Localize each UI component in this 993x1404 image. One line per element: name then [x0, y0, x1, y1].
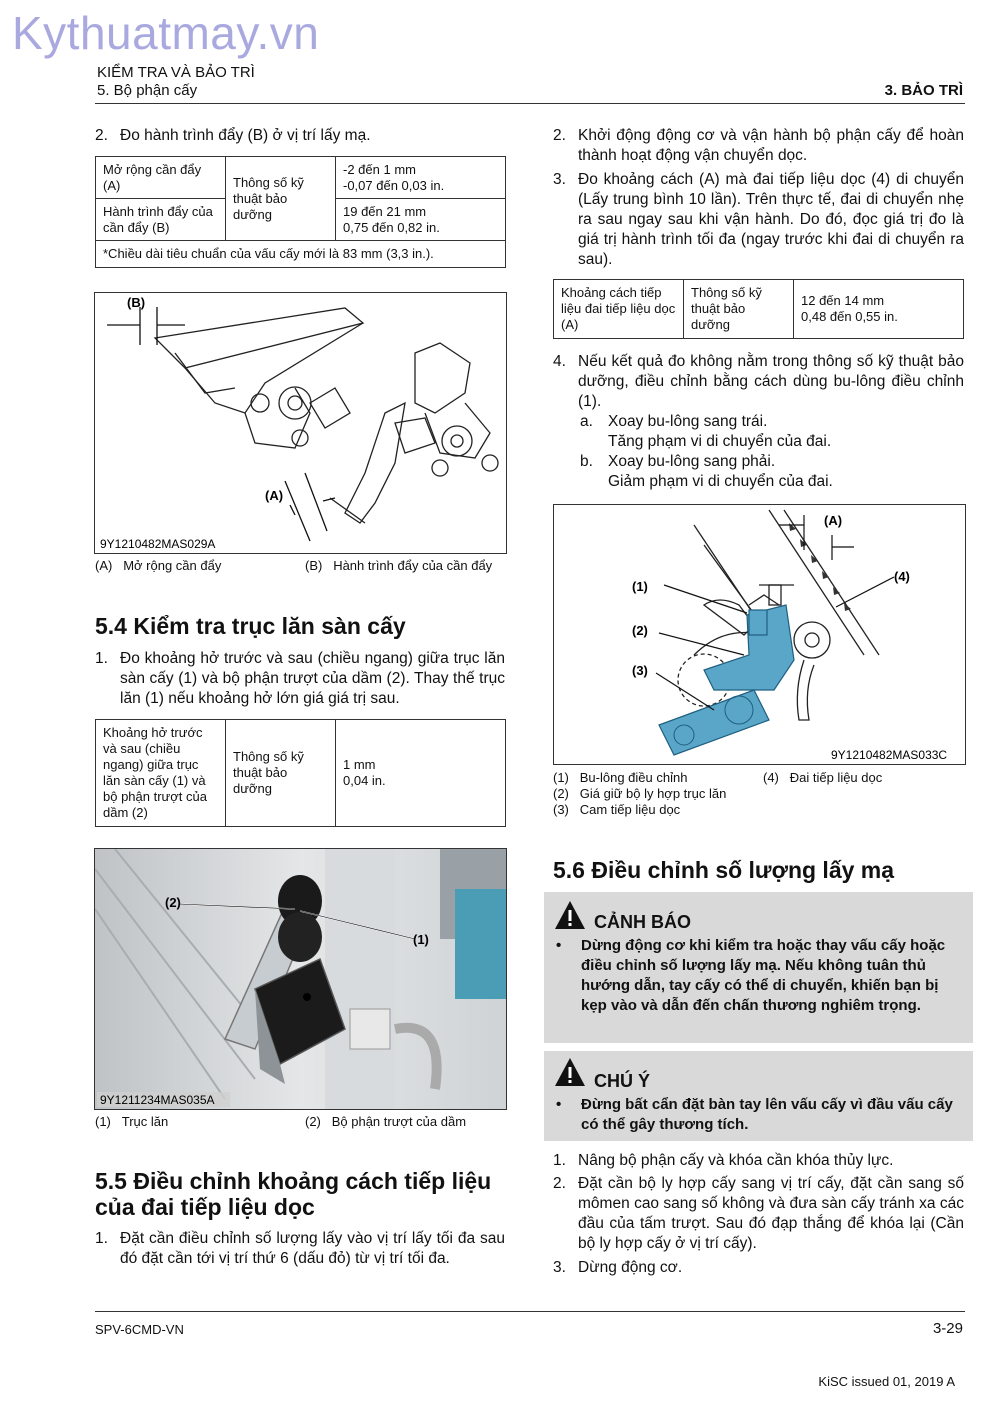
right-step-3: 3. Đo khoảng cách (A) mà đai tiếp liệu dọc (4) di chuyển (Lấy trung bình 10 lần). Trên thực tế, đai di chuyển nhẹ ra sau ngay sau khi vận hành. Do đó, đọc giá trị đo là giá trị hành trình tối đa (ngay trước khi đai di chuyển ra sau). [553, 171, 964, 268]
fig3-caption-4: (4) Đai tiếp liệu dọc [763, 770, 883, 785]
left-step-2: 2. Đo hành trình đẩy (B) ở vị trí lấy mạ. [95, 127, 371, 144]
spec-table-3 [553, 279, 964, 339]
fig1-caption-a: (A) Mở rộng cần đẩy [95, 558, 222, 573]
pusher-drawing [95, 293, 506, 553]
sec56-step-3: 3. Dừng động cơ. [553, 1259, 683, 1276]
feed-belt-drawing [554, 505, 965, 764]
footer-page-number: 3-29 [932, 1320, 963, 1337]
table1-row2-value: 19 đến 21 mm 0,75 đến 0,82 in. [336, 199, 506, 241]
figure-feed-belt [553, 504, 966, 765]
section-5-4-title: 5.4 Kiểm tra trục lăn sàn cấy [95, 613, 406, 639]
caution-box [544, 1051, 973, 1141]
header-chapter: KIỂM TRA VÀ BẢO TRÌ [97, 64, 255, 81]
fig3-label-a: (A) [824, 513, 843, 528]
spec-table-1 [95, 156, 506, 268]
sec54-step-1: 1. Đo khoảng hở trước và sau (chiều ngang) giữa trục lăn sàn cấy (1) và bộ phận trượt của dầm (2). Thay thế trục lăn (1) nếu khoảng hở lớn giá giá trị sau. [95, 650, 505, 707]
caution-title: CHÚ Ý [594, 1071, 651, 1091]
fig1-label-a: (A) [265, 488, 284, 503]
right-step-4: 4. Nếu kết quả đo không nằm trong thông số kỹ thuật bảo dưỡng, điều chỉnh bằng cách dùng bu-lông điều chỉnh (1). [553, 353, 964, 410]
table3-value: 12 đến 14 mm 0,48 đến 0,55 in. [794, 280, 964, 339]
step4-sub-a: a. Xoay bu-lông sang trái. Tăng phạm vi di chuyển của đai. [580, 413, 832, 450]
figure-pusher [94, 292, 507, 554]
footer-issued: KiSC issued 01, 2019 A [818, 1374, 955, 1389]
sec55-step-1: 1. Đặt cần điều chỉnh số lượng lấy vào vị trí lấy tối đa sau đó đặt cần tới vị trí thứ 6 (dấu đỏ) từ vị trí tối đa. [95, 1230, 505, 1267]
fig2-caption-2: (2) Bộ phận trượt của dầm [305, 1114, 467, 1129]
table1-row1-label: Mở rộng cần đẩy (A) [96, 157, 226, 199]
warning-title: CẢNH BÁO [594, 912, 691, 932]
fig3-caption-2: (2) Giá giữ bộ ly hợp trục lăn [553, 786, 727, 801]
sec56-step-1: 1. Nâng bộ phận cấy và khóa cần khóa thủy lực. [553, 1152, 894, 1169]
table1-row1-value: -2 đến 1 mm -0,07 đến 0,03 in. [336, 157, 506, 199]
fig3-label-4: (4) [894, 569, 910, 584]
warning-text: • Dừng động cơ khi kiểm tra hoặc thay vấu cấy hoặc điều chỉnh số lượng lấy mạ. Nếu không tuân thủ hướng dẫn, tay cấy có thể di chuyển, khiến bạn bị kẹp vào và dẫn đến chấn thương nghiêm trọng. [556, 937, 946, 1014]
table2-label: Khoảng hở trước và sau (chiều ngang) giữa trục lăn sàn cấy (1) và bộ phận trượt của dầm (2) [96, 720, 226, 827]
table1-row2-label: Hành trình đẩy của cần đẩy (B) [96, 199, 226, 241]
footer-doc-code: SPV-6CMD-VN [95, 1322, 184, 1337]
fig1-label-b: (B) [127, 295, 146, 310]
table2-spec-label: Thông số kỹ thuật bảo dưỡng [226, 720, 336, 827]
header-section: 5. Bộ phận cấy [97, 82, 198, 99]
fig2-label-2: (2) [165, 895, 181, 910]
fig3-label-3: (3) [632, 663, 648, 678]
figure-roller-photo [94, 848, 507, 1110]
spec-table-2 [95, 719, 506, 827]
table3-label: Khoảng cách tiếp liệu đai tiếp liệu dọc (A) [554, 280, 684, 339]
table1-spec-label: Thông số kỹ thuật bảo dưỡng [226, 157, 336, 241]
fig2-code: 9Y1211234MAS035A [100, 1093, 215, 1107]
fig3-caption-1: (1) Bu-lông điều chỉnh [553, 770, 688, 785]
caution-triangle-icon [554, 1057, 586, 1087]
fig2-label-1: (1) [413, 932, 429, 947]
fig3-label-1: (1) [632, 579, 648, 594]
fig3-label-2: (2) [632, 623, 648, 638]
fig3-code: 9Y1210482MAS033C [831, 748, 948, 762]
right-step-2: 2. Khởi động động cơ và vận hành bộ phận cấy để hoàn thành hoạt động vận chuyển dọc. [553, 127, 964, 164]
table2-value: 1 mm 0,04 in. [336, 720, 506, 827]
caution-text: • Đừng bất cẩn đặt bàn tay lên vấu cấy vì đầu vấu cấy có thể gây thương tích. [556, 1096, 953, 1133]
sec56-step-2: 2. Đặt cần bộ ly hợp cấy sang vị trí cấy, đặt cần sang số mômen cao sang số không và đưa sàn cấy tránh xa các đầu của tấm trượt. Sau đó đạp thắng để khóa lại (Cần bộ ly hợp cấy ở vị trí cấy). [553, 1175, 964, 1252]
section-5-5-title: 5.5 Điều chỉnh khoảng cách tiếp liệu của đai tiếp liệu dọc [95, 1168, 492, 1220]
step4-sub-b: b. Xoay bu-lông sang phải. Giảm phạm vi di chuyển của đai. [580, 453, 833, 490]
warning-box [544, 892, 973, 1043]
footer-rule [95, 1311, 965, 1312]
section-5-6-title: 5.6 Điều chỉnh số lượng lấy mạ [553, 857, 895, 883]
header-rule [95, 103, 965, 104]
fig3-caption-3: (3) Cam tiếp liệu dọc [553, 802, 681, 817]
roller-photo [95, 849, 506, 1109]
table3-spec-label: Thông số kỹ thuật bảo dưỡng [684, 280, 794, 339]
fig1-caption-b: (B) Hành trình đẩy của cần đẩy [305, 558, 493, 573]
watermark: Kythuatmay.vn [12, 7, 320, 59]
fig1-code: 9Y1210482MAS029A [100, 537, 216, 551]
fig2-caption-1: (1) Trục lăn [95, 1114, 169, 1129]
table1-note: *Chiều dài tiêu chuẩn của vấu cấy mới là 83 mm (3,3 in.). [96, 241, 506, 268]
warning-triangle-icon [554, 900, 586, 930]
header-right: 3. BẢO TRÌ [884, 82, 963, 99]
